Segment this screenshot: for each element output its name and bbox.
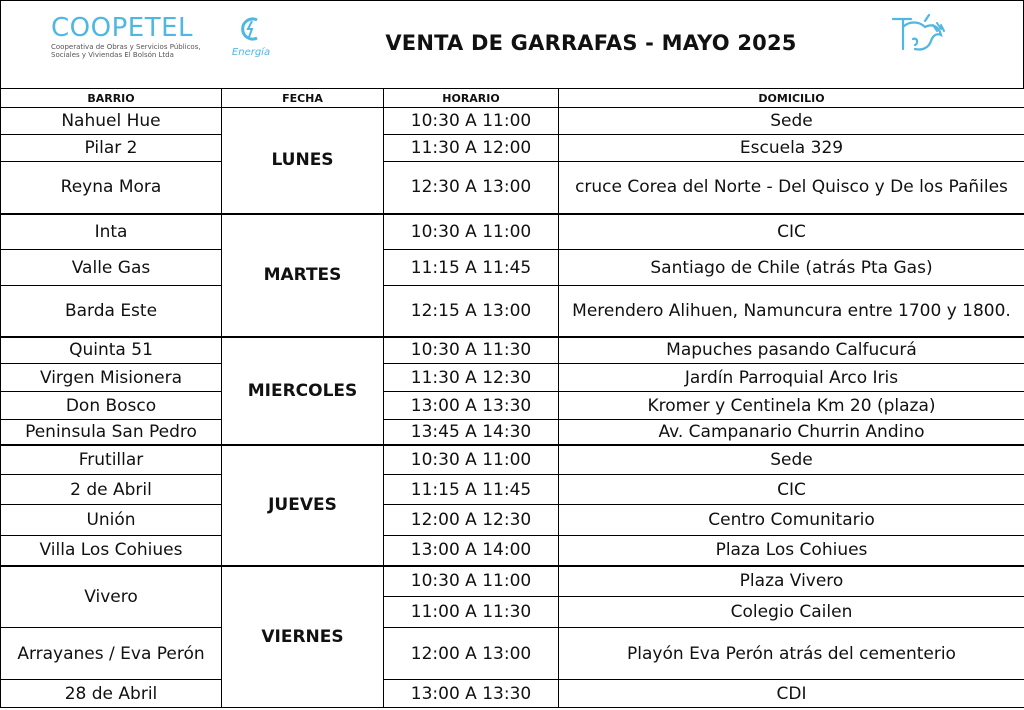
horario-cell: 11:30 A 12:00 bbox=[384, 135, 559, 162]
domicilio-cell: cruce Corea del Norte - Del Quisco y De los Pañiles bbox=[559, 162, 1024, 214]
barrio-cell: Valle Gas bbox=[1, 250, 222, 286]
horario-cell: 10:30 A 11:00 bbox=[384, 108, 559, 135]
barrio-cell: Quinta 51 bbox=[1, 337, 222, 364]
barrio-cell: Inta bbox=[1, 214, 222, 250]
schedule-table bbox=[0, 88, 1024, 708]
day-cell-miercoles: MIERCOLES bbox=[222, 337, 384, 445]
column-header-barrio: BARRIO bbox=[1, 89, 222, 108]
domicilio-cell: CIC bbox=[559, 214, 1024, 250]
table-row bbox=[1, 680, 1024, 708]
day-cell-lunes: LUNES bbox=[222, 108, 384, 214]
horario-cell: 11:15 A 11:45 bbox=[384, 475, 559, 505]
coopetel-logo bbox=[51, 15, 201, 59]
table-row bbox=[1, 162, 1024, 214]
table-row bbox=[1, 566, 1024, 597]
barrio-cell: Peninsula San Pedro bbox=[1, 420, 222, 445]
domicilio-cell: Jardín Parroquial Arco Iris bbox=[559, 364, 1024, 392]
barrio-cell: Barda Este bbox=[1, 286, 222, 337]
table-row bbox=[1, 628, 1024, 680]
day-cell-martes: MARTES bbox=[222, 214, 384, 337]
domicilio-cell: Colegio Cailen bbox=[559, 597, 1024, 628]
horario-cell: 11:30 A 12:30 bbox=[384, 364, 559, 392]
horario-cell: 11:15 A 11:45 bbox=[384, 250, 559, 286]
table-row bbox=[1, 250, 1024, 286]
table-row bbox=[1, 445, 1024, 475]
energia-label: Energía bbox=[231, 47, 271, 58]
brand-subtitle: Cooperativa de Obras y Servicios Públicos, Sociales y Viviendas El Bolsón Ltda bbox=[51, 43, 201, 59]
barrio-cell: Reyna Mora bbox=[1, 162, 222, 214]
horario-cell: 10:30 A 11:00 bbox=[384, 566, 559, 597]
day-cell-jueves: JUEVES bbox=[222, 445, 384, 566]
table-row bbox=[1, 286, 1024, 337]
barrio-cell: 28 de Abril bbox=[1, 680, 222, 708]
table-row bbox=[1, 108, 1024, 135]
barrio-cell: Arrayanes / Eva Perón bbox=[1, 628, 222, 680]
day-cell-viernes: VIERNES bbox=[222, 566, 384, 708]
domicilio-cell: Av. Campanario Churrin Andino bbox=[559, 420, 1024, 445]
table-header-row bbox=[1, 89, 1024, 108]
table-row bbox=[1, 420, 1024, 445]
horario-cell: 11:00 A 11:30 bbox=[384, 597, 559, 628]
domicilio-cell: Centro Comunitario bbox=[559, 505, 1024, 536]
barrio-cell: Frutillar bbox=[1, 445, 222, 475]
domicilio-cell: Escuela 329 bbox=[559, 135, 1024, 162]
barrio-cell: Villa Los Cohiues bbox=[1, 536, 222, 566]
brand-name: COOPETEL bbox=[51, 13, 193, 43]
column-header-fecha: FECHA bbox=[222, 89, 384, 108]
barrio-cell: Vivero bbox=[1, 566, 222, 628]
barrio-cell: Pilar 2 bbox=[1, 135, 222, 162]
domicilio-cell: Mapuches pasando Calfucurá bbox=[559, 337, 1024, 364]
domicilio-cell: Sede bbox=[559, 445, 1024, 475]
domicilio-cell: CDI bbox=[559, 680, 1024, 708]
horario-cell: 12:30 A 13:00 bbox=[384, 162, 559, 214]
page-title: VENTA DE GARRAFAS - MAYO 2025 bbox=[385, 31, 797, 55]
horario-cell: 12:15 A 13:00 bbox=[384, 286, 559, 337]
barrio-cell: Virgen Misionera bbox=[1, 364, 222, 392]
domicilio-cell: CIC bbox=[559, 475, 1024, 505]
barrio-cell: 2 de Abril bbox=[1, 475, 222, 505]
table-row bbox=[1, 214, 1024, 250]
unicorn-logo bbox=[889, 13, 949, 61]
horario-cell: 10:30 A 11:30 bbox=[384, 337, 559, 364]
table-row bbox=[1, 475, 1024, 505]
table-row bbox=[1, 505, 1024, 536]
table-row bbox=[1, 392, 1024, 420]
barrio-cell: Don Bosco bbox=[1, 392, 222, 420]
table-row bbox=[1, 536, 1024, 566]
horario-cell: 10:30 A 11:00 bbox=[384, 214, 559, 250]
domicilio-cell: Sede bbox=[559, 108, 1024, 135]
energia-icon bbox=[236, 15, 266, 43]
domicilio-cell: Kromer y Centinela Km 20 (plaza) bbox=[559, 392, 1024, 420]
barrio-cell: Unión bbox=[1, 505, 222, 536]
domicilio-cell: Playón Eva Perón atrás del cementerio bbox=[559, 628, 1024, 680]
horario-cell: 13:45 A 14:30 bbox=[384, 420, 559, 445]
column-header-horario: HORARIO bbox=[384, 89, 559, 108]
horario-cell: 13:00 A 14:00 bbox=[384, 536, 559, 566]
table-row bbox=[1, 364, 1024, 392]
document-header bbox=[0, 0, 1024, 89]
horario-cell: 13:00 A 13:30 bbox=[384, 680, 559, 708]
barrio-cell: Nahuel Hue bbox=[1, 108, 222, 135]
horario-cell: 13:00 A 13:30 bbox=[384, 392, 559, 420]
table-row bbox=[1, 337, 1024, 364]
table-row bbox=[1, 135, 1024, 162]
domicilio-cell: Plaza Vivero bbox=[559, 566, 1024, 597]
horario-cell: 12:00 A 12:30 bbox=[384, 505, 559, 536]
domicilio-cell: Plaza Los Cohiues bbox=[559, 536, 1024, 566]
column-header-domicilio: DOMICILIO bbox=[559, 89, 1024, 108]
horario-cell: 10:30 A 11:00 bbox=[384, 445, 559, 475]
domicilio-cell: Merendero Alihuen, Namuncura entre 1700 y 1800. bbox=[559, 286, 1024, 337]
energia-logo bbox=[229, 15, 273, 58]
domicilio-cell: Santiago de Chile (atrás Pta Gas) bbox=[559, 250, 1024, 286]
unicorn-icon bbox=[889, 13, 949, 57]
horario-cell: 12:00 A 13:00 bbox=[384, 628, 559, 680]
